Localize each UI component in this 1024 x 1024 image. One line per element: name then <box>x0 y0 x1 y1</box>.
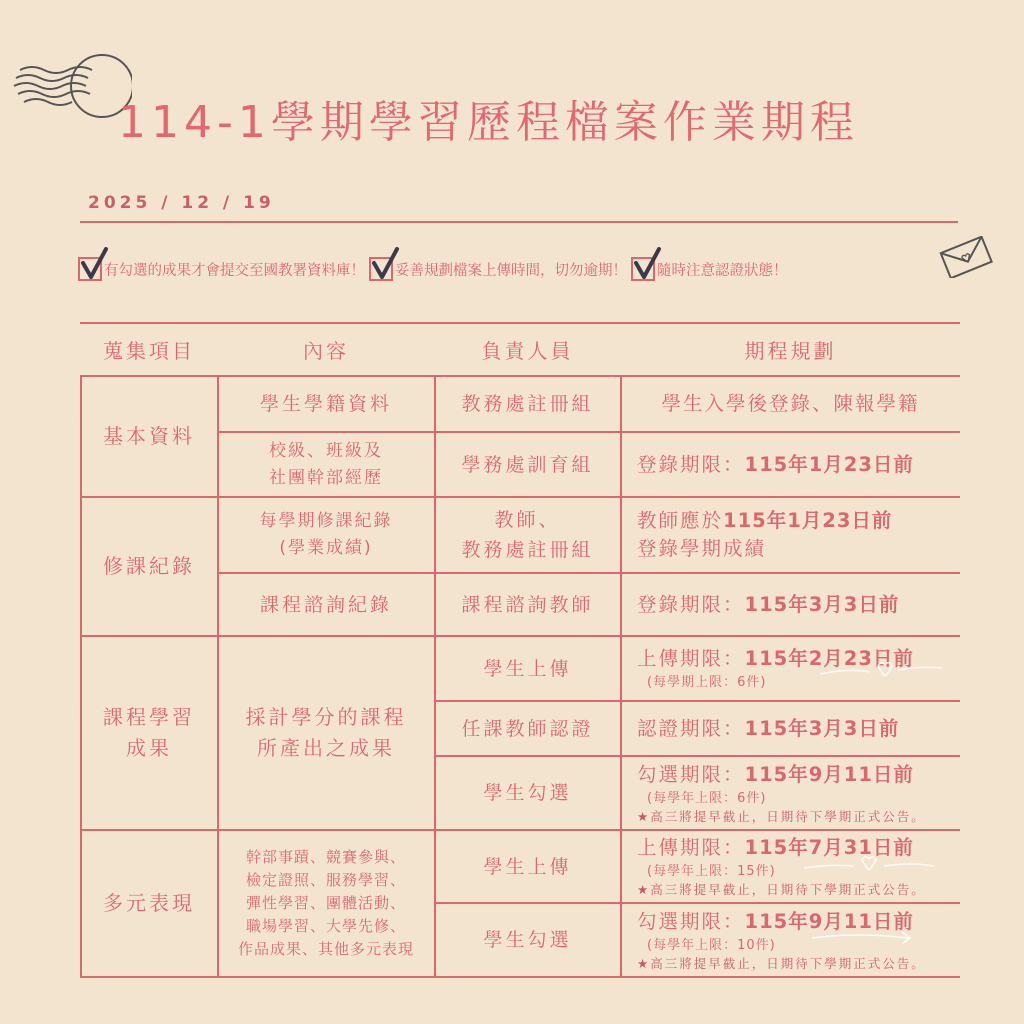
limit-note: (每學年上限：10件) <box>647 937 776 953</box>
schedule-label: 登錄期限： <box>637 592 745 616</box>
content-line: 職場學習、大學先修、 <box>245 917 406 935</box>
schedule-date: 115年2月23日前 <box>744 647 914 670</box>
schedule-date: 115年1月23日前 <box>744 452 914 476</box>
limit-note: (每學年上限：6件) <box>647 790 767 806</box>
content-line: 校級、班級及 <box>269 440 383 461</box>
checkbox-checked-icon <box>369 257 393 281</box>
owner-cell: 學生上傳 <box>483 855 572 878</box>
table-bottom-border <box>80 976 960 978</box>
schedule-cell <box>621 433 960 496</box>
category-line: 成果 <box>126 736 172 760</box>
checkbox-checked-icon <box>78 257 102 281</box>
schedule-label: 認證期限： <box>637 716 745 740</box>
category-line: 課程學習 <box>103 705 195 729</box>
header-schedule: 期程規劃 <box>744 339 837 363</box>
checkbox-checked-icon <box>631 257 655 281</box>
postmark-stamp-icon <box>12 42 132 127</box>
schedule-date: 115年7月31日前 <box>744 836 914 859</box>
note-text: 妥善規劃檔案上傳時間，切勿逾期！ <box>395 262 627 279</box>
schedule-date: 115年1月23日前 <box>723 509 893 532</box>
schedule-cell <box>621 904 960 976</box>
owner-cell: 學生上傳 <box>483 657 572 680</box>
owner-cell: 學務處訓育組 <box>461 453 594 476</box>
content-line: 彈性學習、團體活動、 <box>245 894 406 912</box>
owner-cell <box>435 498 620 572</box>
schedule-cell <box>621 637 960 700</box>
schedule-cell <box>621 498 960 572</box>
divider <box>80 221 958 223</box>
owner-cell: 學生勾選 <box>483 929 572 951</box>
content-line: 作品成果、其他多元表現 <box>237 940 414 958</box>
schedule-date: 115年9月11日前 <box>744 762 914 786</box>
senior-note: ★高三將提早截止，日期待下學期正式公告。 <box>637 955 926 971</box>
envelope-icon <box>938 236 994 278</box>
senior-note: ★高三將提早截止，日期待下學期正式公告。 <box>637 808 926 824</box>
category-learning <box>80 637 218 829</box>
schedule-date: 115年3月3日前 <box>744 592 900 616</box>
content-line: 幹部事蹟、競賽參與、 <box>245 848 406 866</box>
content-cell: 課程諮詢紀錄 <box>259 593 392 616</box>
note-item <box>78 257 365 281</box>
content-cell: 學生學籍資料 <box>259 393 392 415</box>
schedule-label: 登錄期限： <box>637 452 745 476</box>
content-line: 社團幹部經歷 <box>269 467 383 488</box>
page-title: 114-1學期學習歷程檔案作業期程 <box>118 97 859 148</box>
schedule-label: 勾選期限： <box>637 909 745 933</box>
content-cell <box>218 433 434 496</box>
schedule-cell <box>621 831 960 902</box>
schedule-line: 登錄學期成績 <box>637 537 767 560</box>
owner-cell: 教務處註冊組 <box>461 393 594 415</box>
schedule-label: 上傳期限： <box>637 836 745 859</box>
content-cell <box>218 831 434 976</box>
owner-cell: 學生勾選 <box>483 782 572 804</box>
note-item <box>369 257 627 281</box>
notes-row <box>78 252 948 286</box>
content-cell <box>218 637 434 829</box>
date-label: 2025 / 12 / 19 <box>88 193 275 213</box>
owner-line: 教務處註冊組 <box>461 539 594 561</box>
owner-cell: 課程諮詢教師 <box>461 593 594 616</box>
schedule-label: 勾選期限： <box>637 762 745 786</box>
note-item <box>631 257 788 281</box>
schedule-date: 115年9月11日前 <box>744 909 914 933</box>
note-text: 有勾選的成果才會提交至國教署資料庫！ <box>104 262 365 279</box>
schedule-cell <box>621 574 960 635</box>
header-content: 內容 <box>303 339 349 363</box>
limit-note: (每學年上限：15件) <box>647 864 776 879</box>
category-course: 修課紀錄 <box>103 554 195 578</box>
owner-cell: 任課教師認證 <box>461 717 594 740</box>
content-line: 每學期修課紀錄 <box>259 511 393 531</box>
schedule-cell <box>621 702 960 755</box>
header-category: 蒐集項目 <box>103 339 195 363</box>
schedule-label: 上傳期限： <box>637 647 745 670</box>
owner-line: 教師、 <box>494 509 561 531</box>
content-line: 採計學分的課程 <box>245 705 407 729</box>
schedule-date: 115年3月3日前 <box>744 716 900 740</box>
senior-note: ★高三將提早截止，日期待下學期正式公告。 <box>637 882 926 897</box>
note-text: 隨時注意認證狀態！ <box>657 262 788 279</box>
limit-note: (每學期上限：6件) <box>647 675 767 690</box>
content-line: 檢定證照、服務學習、 <box>245 871 406 889</box>
header-owner: 負責人員 <box>481 339 574 363</box>
schedule-cell: 學生入學後登錄、陳報學籍 <box>661 392 920 415</box>
content-line: (學業成績) <box>279 538 373 558</box>
content-line: 所產出之成果 <box>257 736 395 760</box>
schedule-cell <box>621 757 960 829</box>
content-cell <box>218 498 434 572</box>
schedule-label: 教師應於 <box>637 509 724 532</box>
category-basic: 基本資料 <box>103 424 195 448</box>
category-diverse: 多元表現 <box>103 891 195 915</box>
